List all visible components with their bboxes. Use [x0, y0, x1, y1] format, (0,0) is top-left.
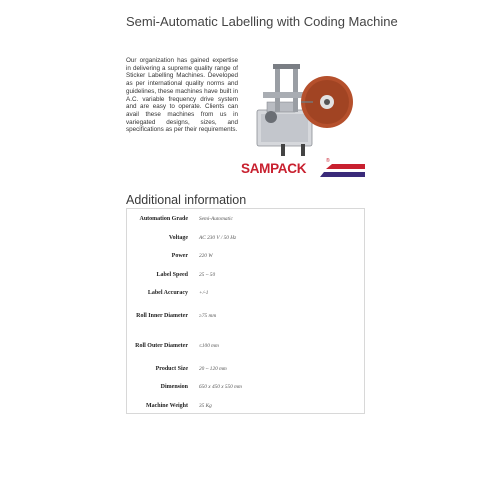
spec-row	[127, 363, 364, 375]
spec-value: 220 W	[199, 253, 213, 259]
spec-label: Voltage	[168, 235, 188, 241]
spec-row	[127, 232, 364, 244]
spec-label: Machine Weight	[145, 403, 188, 409]
spec-value: 650 x 450 x 550 mm	[199, 384, 242, 390]
spec-value: Semi-Automatic	[199, 216, 233, 222]
additional-information-heading: Additional information	[126, 193, 247, 207]
registered-mark: ®	[326, 158, 330, 164]
page-title: Semi-Automatic Labelling with Coding Machine	[126, 14, 398, 29]
spec-value: AC 230 V / 50 Hz	[199, 235, 237, 241]
labelling-machine-image	[255, 62, 355, 157]
spec-row	[127, 400, 364, 412]
spec-value: 20 ~ 120 mm	[199, 366, 227, 372]
spec-label: Automation Grade	[139, 216, 188, 222]
spec-label: Label Speed	[156, 272, 188, 278]
spec-value: ≥75 mm	[199, 313, 217, 319]
brand-name: SAMPACK	[241, 161, 307, 176]
spec-value: +/-1	[199, 290, 209, 296]
spec-label: Label Accuracy	[147, 290, 188, 296]
sampack-logo	[240, 160, 365, 182]
spec-row	[127, 340, 364, 352]
spec-value: ≤100 mm	[199, 343, 219, 349]
spec-row	[127, 381, 364, 393]
spec-row	[127, 213, 364, 225]
spec-label: Product Size	[155, 366, 188, 372]
spec-row	[127, 269, 364, 281]
spec-row	[127, 250, 364, 262]
spec-row	[127, 287, 364, 299]
spec-value: 35 Kg	[199, 403, 212, 409]
spec-value: 25 ~ 50	[199, 272, 216, 278]
spec-label: Roll Outer Diameter	[135, 343, 188, 349]
product-description: Our organization has gained expertise in delivering a supreme quality range of Sticker Labelling Machines. Developed as per international quality norms and guidelines, these machines have built in A.C. variable frequency drive system and are easy to operate. Clients can avail these machines from us in variegated designs, sizes, and specifications as per their requirements.	[126, 57, 238, 134]
spec-label: Power	[171, 253, 188, 259]
spec-label: Dimension	[160, 384, 188, 390]
spec-row	[127, 310, 364, 322]
spec-label: Roll Inner Diameter	[136, 313, 188, 319]
specifications-table	[126, 208, 365, 414]
